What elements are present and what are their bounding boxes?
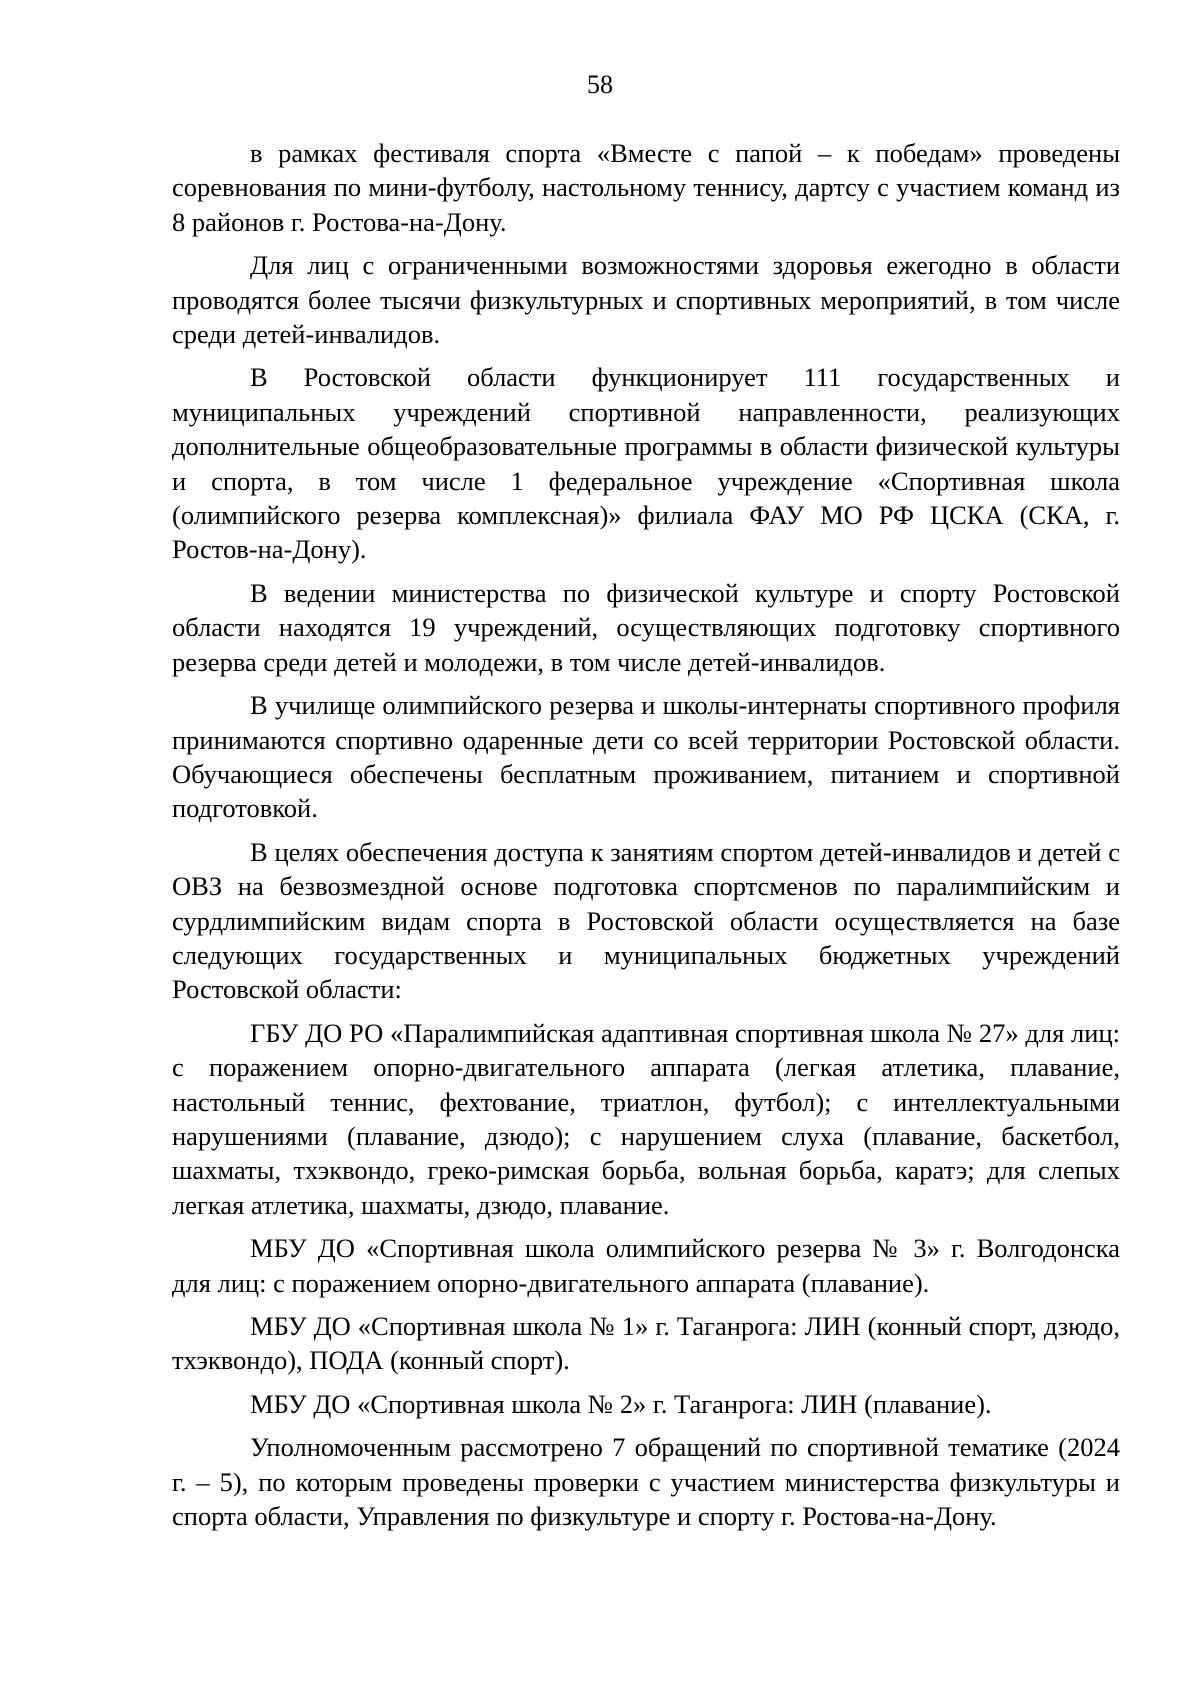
paragraph-ombudsman-appeals: Уполномоченным рассмотрено 7 обращений по спортивной тематике (2024 г. – 5), по которым проведены проверки с участием министерства физкультуры и спорта области, Управления по физкультуре и спорту г. Ростова-на-Дону. (172, 1432, 1120, 1532)
paragraph-ministry-institutions: В ведении министерства по физической культуре и спорту Ростовской области находятся 19 учреждений, осуществляющих подготовку спортивного резерва среди детей и молодежи, в том числе детей-инвалидов. (172, 577, 1120, 677)
paragraph-access-goals: В целях обеспечения доступа к занятиям спортом детей-инвалидов и детей с ОВЗ на безвозмездной основе подготовка спортсменов по паралимпийским и сурдлимпийским видам спорта в Ростовской области осуществляется на базе следующих государственных и муниципальных бюджетных учреждений Ростовской области: (172, 836, 1120, 1005)
paragraph-mbu-taganrog-1: МБУ ДО «Спортивная школа № 1» г. Таганрога: ЛИН (конный спорт, дзюдо, тхэквондо), ПОДА (конный спорт). (172, 1311, 1120, 1376)
page-number: 58 (587, 70, 613, 99)
paragraph-mbu-volgodonsk: МБУ ДО «Спортивная школа олимпийского резерва № 3» г. Волгодонска для лиц: с поражением опорно-двигательного аппарата (плавание). (172, 1233, 1120, 1298)
paragraph-festival: в рамках фестиваля спорта «Вместе с папой – к победам» проведены соревнования по мини-футболу, настольному теннису, дартсу с участием команд из 8 районов г. Ростова-на-Дону. (172, 138, 1120, 237)
paragraph-mbu-taganrog-2: МБУ ДО «Спортивная школа № 2» г. Таганрога: ЛИН (плавание). (250, 1388, 992, 1419)
paragraph-disabled-events: Для лиц с ограниченными возможностями здоровья ежегодно в области проводятся более тысячи физкультурных и спортивных мероприятий, в том числе среди детей-инвалидов. (172, 250, 1120, 350)
paragraph-olympic-reserve-school: В училище олимпийского резерва и школы-интернаты спортивного профиля принимаются спортивно одаренные дети со всей территории Ростовской области. Обучающиеся обеспечены бесплатным проживанием, питанием и спортивной подготовкой. (172, 690, 1120, 824)
document-body (172, 136, 1120, 1542)
paragraph-institutions-count: В Ростовской области функционирует 111 государственных и муниципальных учреждений спортивной направленности, реализующих дополнительные общеобразовательные программы в области физической культуры и спорта, в том числе 1 федеральное учреждение «Спортивная школа (олимпийского резерва комплексная)» филиала ФАУ МО РФ ЦСКА (СКА, г. Ростов-на-Дону). (172, 362, 1120, 565)
paragraph-gbu-school-27: ГБУ ДО РО «Паралимпийская адаптивная спортивная школа № 27» для лиц: с поражением опорно-двигательного аппарата (легкая атлетика, плавание, настольный теннис, фехтование, триатлон, футбол); с интеллектуальными нарушениями (плавание, дзюдо); с нарушением слуха (плавание, баскетбол, шахматы, тхэквондо, греко-римская борьба, вольная борьба, каратэ; для слепых легкая атлетика, шахматы, дзюдо, плавание. (172, 1017, 1120, 1220)
